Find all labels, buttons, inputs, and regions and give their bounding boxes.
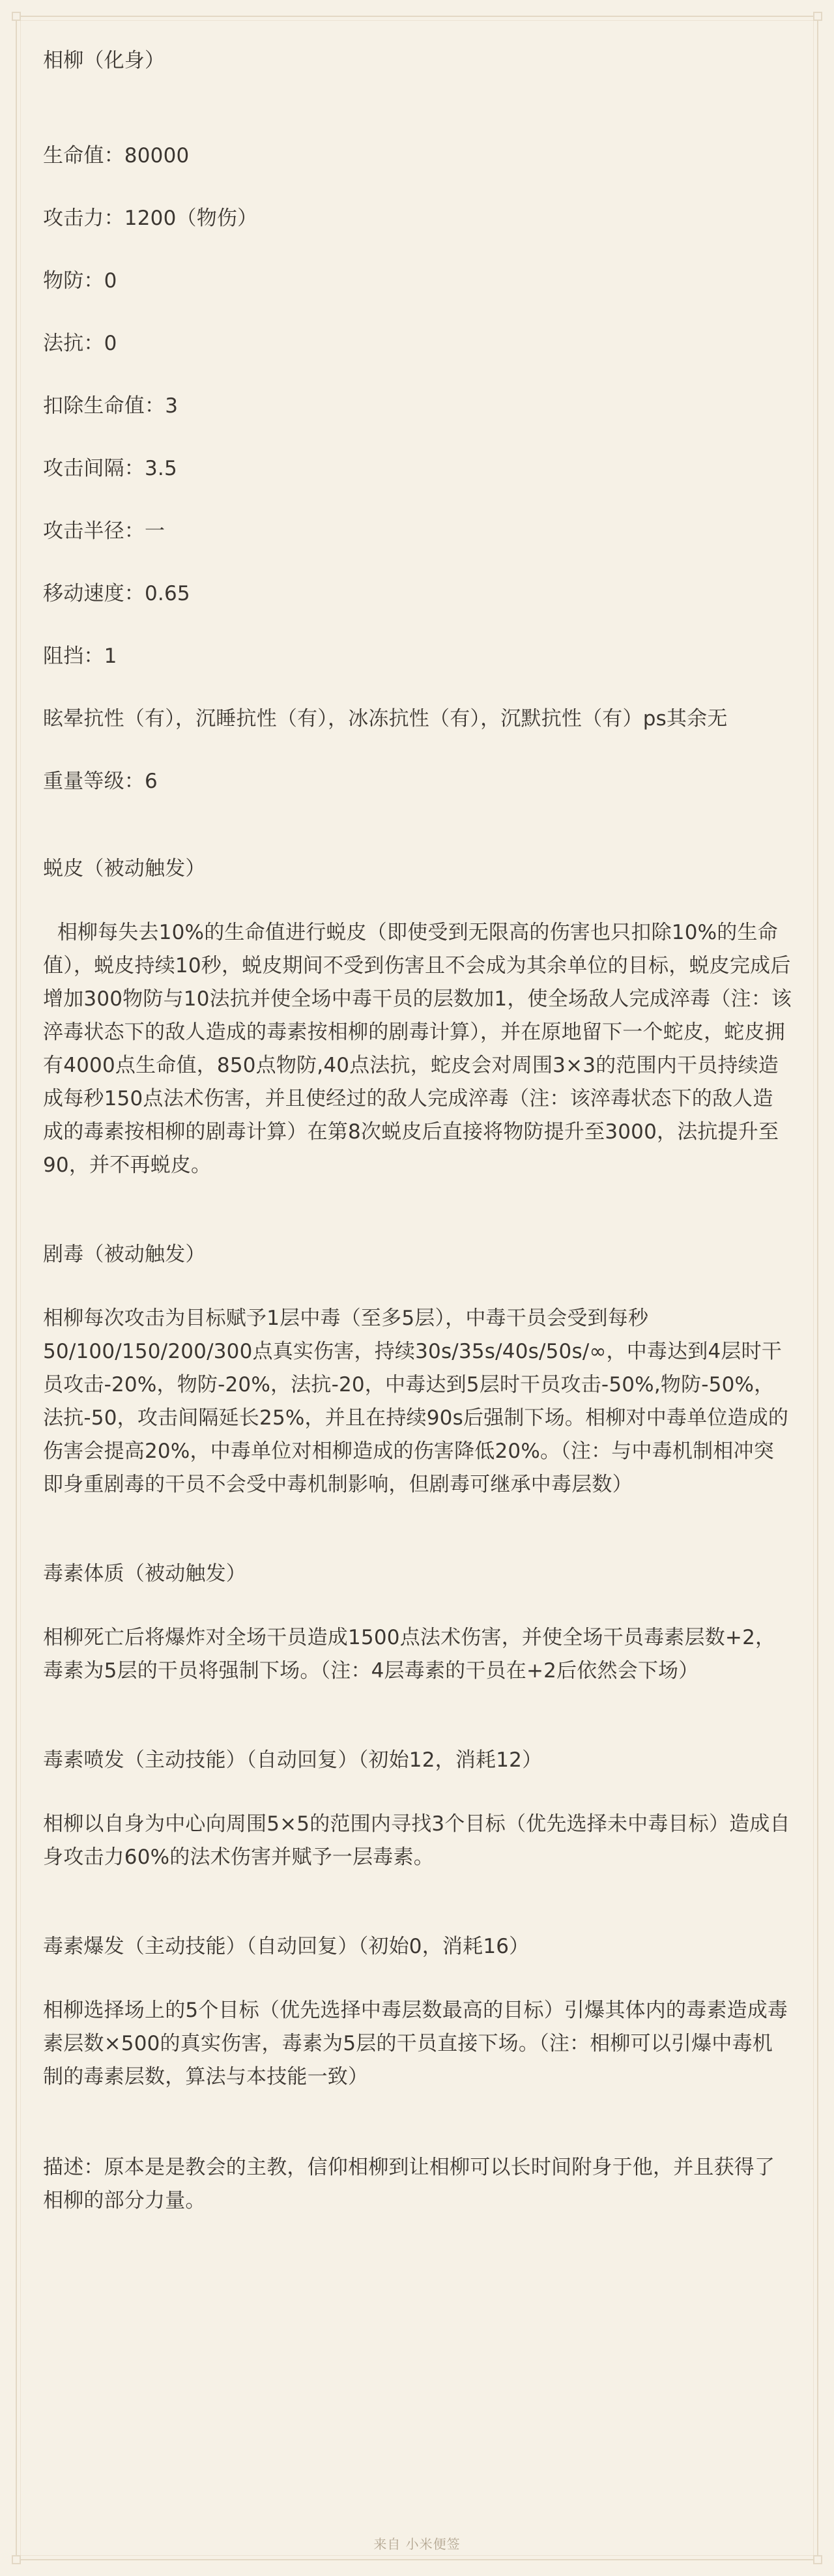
frame-corner-ornament bbox=[813, 12, 822, 21]
section-body-toxin-burst: 相柳选择场上的5个目标（优先选择中毒层数最高的目标）引爆其体内的毒素造成毒素层数×500的真实伤害，毒素为5层的干员直接下场。（注：相柳可以引爆中毒机制的毒素层数，算法与本技能一致） bbox=[43, 1999, 788, 2089]
section-body-molt: 相柳每失去10%的生命值进行蜕皮（即使受到无限高的伤害也只扣除10%的生命值），蜕皮持续10秒，蜕皮期间不受到伤害且不会成为其余单位的目标，蜕皮完成后增加300物防与10法抗并使全场中毒干员的层数加1，使全场敌人完成淬毒（注：该淬毒状态下的敌人造成的毒素按相柳的剧毒计算），并在原地留下一个蛇皮，蛇皮拥有4000点生命值，850点物防,40点法抗，蛇皮会对周围3×3的范围内干员持续造成每秒150点法术伤害，并且使经过的敌人完成淬毒（注：该淬毒状态下的敌人造成的毒素按相柳的剧毒计算）在第8次蜕皮后直接将物防提升至3000，法抗提升至90，并不再蜕皮。 bbox=[43, 921, 792, 1177]
stat-life-deduct: 扣除生命值：3 bbox=[43, 394, 179, 418]
stat-resistances: 眩晕抗性（有），沉睡抗性（有），冰冻抗性（有），沉默抗性（有）ps其余无 bbox=[43, 707, 728, 731]
stat-hp: 生命值：80000 bbox=[43, 144, 190, 167]
frame-corner-ornament bbox=[12, 2555, 21, 2564]
stat-weight: 重量等级：6 bbox=[43, 770, 158, 793]
stat-move-speed: 移动速度：0.65 bbox=[43, 582, 190, 605]
section-body-toxic: 相柳每次攻击为目标赋予1层中毒（至多5层），中毒干员会受到每秒50/100/150/200/300点真实伤害，持续30s/35s/40s/50s/∞，中毒达到4层时干员攻击-20%，物防-20%，法抗-20，中毒达到5层时干员攻击-50%,物防-50%，法抗-50，攻击间隔延长25%，并且在持续90s后强制下场。相柳对中毒单位造成的伤害会提高20%，中毒单位对相柳造成的伤害降低20%。（注：与中毒机制相冲突即身重剧毒的干员不会受中毒机制影响，但剧毒可继承中毒层数） bbox=[43, 1307, 789, 1496]
description: 描述：原本是是教会的主教，信仰相柳到让相柳可以长时间附身于他，并且获得了相柳的部分力量。 bbox=[43, 2156, 775, 2212]
note-title: 相柳（化身） bbox=[43, 49, 165, 72]
section-body-toxin-body: 相柳死亡后将爆炸对全场干员造成1500点法术伤害，并使全场干员毒素层数+2，毒素为5层的干员将强制下场。（注：4层毒素的干员在+2后依然会下场） bbox=[43, 1626, 776, 1683]
footer-source: 来自 小米便签 bbox=[373, 2536, 461, 2552]
section-title-toxin-body: 毒素体质（被动触发） bbox=[43, 1562, 246, 1585]
section-body-toxin-spray: 相柳以自身为中心向周围5×5的范围内寻找3个目标（优先选择未中毒目标）造成自身攻击力60%的法术伤害并赋予一层毒素。 bbox=[43, 1812, 790, 1869]
stat-res: 法抗：0 bbox=[43, 332, 117, 355]
frame-corner-ornament bbox=[813, 2555, 822, 2564]
stat-attack: 攻击力：1200（物伤） bbox=[43, 207, 258, 230]
stat-block: 阻挡：1 bbox=[43, 644, 117, 668]
section-title-molt: 蜕皮（被动触发） bbox=[43, 857, 206, 880]
note-content bbox=[43, 46, 792, 2218]
stat-attack-range: 攻击半径：一 bbox=[43, 519, 165, 543]
section-title-toxin-burst: 毒素爆发（主动技能）（自动回复）（初始0，消耗16） bbox=[43, 1935, 530, 1958]
stat-attack-interval: 攻击间隔：3.5 bbox=[43, 457, 177, 480]
frame-corner-ornament bbox=[12, 12, 21, 21]
stat-def: 物防：0 bbox=[43, 269, 117, 293]
section-title-toxic: 剧毒（被动触发） bbox=[43, 1243, 206, 1266]
section-title-toxin-spray: 毒素喷发（主动技能）（自动回复）（初始12，消耗12） bbox=[43, 1748, 543, 1772]
